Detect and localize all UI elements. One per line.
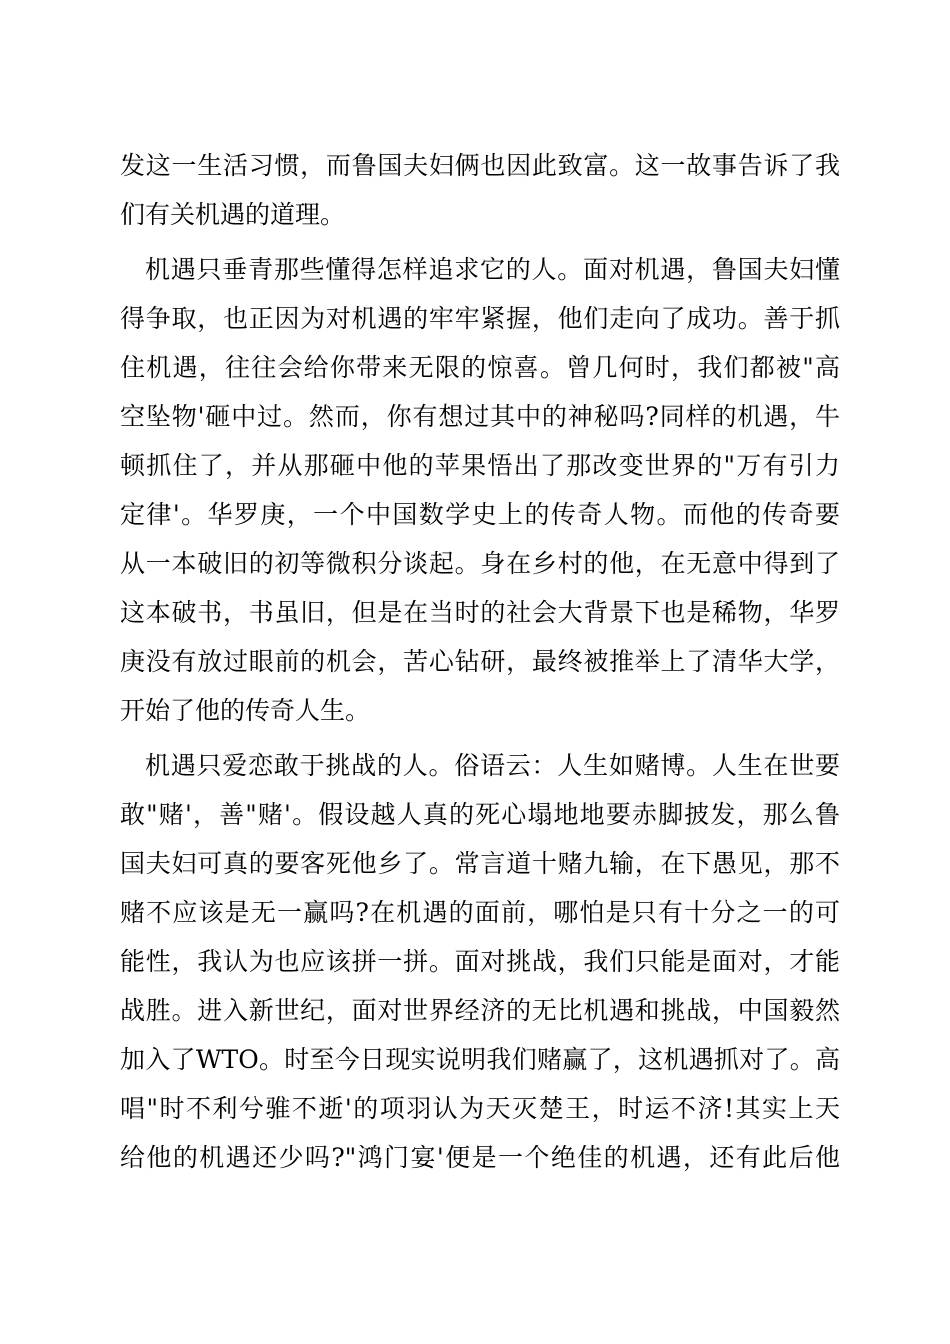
- text-line: 加入了WTO。时至今日现实说明我们赌赢了，这机遇抓对了。高: [120, 1045, 840, 1074]
- text-line: 这本破书，书虽旧，但是在当时的社会大背景下也是稀物，华罗: [120, 598, 840, 627]
- text-line: 开始了他的传奇人生。: [120, 696, 371, 725]
- text-line: 国夫妇可真的要客死他乡了。常言道十赌九输，在下愚见，那不: [120, 849, 840, 878]
- text-line: 住机遇，往往会给你带来无限的惊喜。曾几何时，我们都被"高: [120, 353, 840, 382]
- paragraph-first-line: 机遇只垂青那些懂得怎样追求它的人。面对机遇，鲁国夫妇懂: [145, 255, 840, 284]
- text-line: 顿抓住了，并从那砸中他的苹果悟出了那改变世界的"万有引力: [120, 451, 840, 480]
- text-line: 给他的机遇还少吗?"鸿门宴'便是一个绝佳的机遇，还有此后他: [120, 1143, 840, 1172]
- text-line: 们有关机遇的道理。: [120, 200, 346, 229]
- text-line: 得争取，也正因为对机遇的牢牢紧握，他们走向了成功。善于抓: [120, 304, 840, 333]
- text-line: 赌不应该是无一赢吗?在机遇的面前，哪怕是只有十分之一的可: [120, 898, 840, 927]
- text-line: 敢"赌'，善"赌'。假设越人真的死心塌地地要赤脚披发，那么鲁: [120, 800, 840, 829]
- paragraph-first-line: 机遇只爱恋敢于挑战的人。俗语云：人生如赌博。人生在世要: [145, 751, 840, 780]
- text-line: 唱"时不利兮骓不逝'的项羽认为天灭楚王，时运不济!其实上天: [120, 1094, 840, 1123]
- text-line: 庚没有放过眼前的机会，苦心钻研，最终被推举上了清华大学，: [120, 647, 840, 676]
- text-line: 能性，我认为也应该拼一拼。面对挑战，我们只能是面对，才能: [120, 947, 840, 976]
- text-line: 定律'。华罗庚，一个中国数学史上的传奇人物。而他的传奇要: [120, 500, 840, 529]
- text-line: 空坠物'砸中过。然而，你有想过其中的神秘吗?同样的机遇，牛: [120, 402, 840, 431]
- text-line: 从一本破旧的初等微积分谈起。身在乡村的他，在无意中得到了: [120, 549, 840, 578]
- text-line: 发这一生活习惯，而鲁国夫妇俩也因此致富。这一故事告诉了我: [120, 151, 840, 180]
- text-line: 战胜。进入新世纪，面对世界经济的无比机遇和挑战，中国毅然: [120, 996, 840, 1025]
